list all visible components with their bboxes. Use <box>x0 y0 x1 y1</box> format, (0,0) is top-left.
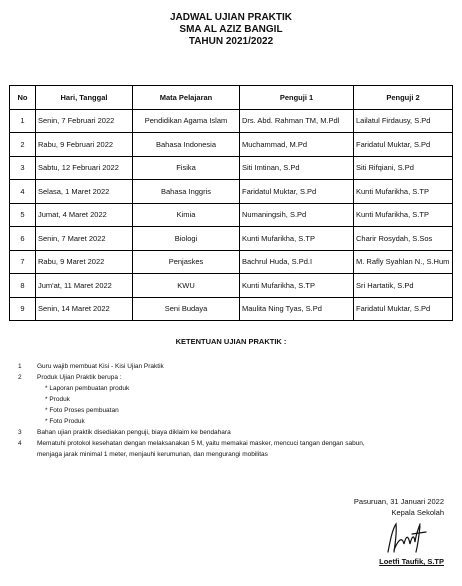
rule-text-line: Produk Ujian Praktik berupa : <box>37 374 122 381</box>
rules-list <box>18 361 448 460</box>
signature-block <box>354 496 444 567</box>
cell-date: Jumat, 4 Maret 2022 <box>36 203 133 227</box>
signer-position: Kepala Sekolah <box>391 508 444 517</box>
cell-examiner-2: Charir Rosydah, S.Sos <box>354 227 453 251</box>
cell-examiner-1: Kunti Mufarikha, S.TP <box>240 227 354 251</box>
rule-item <box>18 372 448 427</box>
rule-item <box>18 438 448 460</box>
rule-text <box>37 438 448 460</box>
cell-subject: KWU <box>133 274 240 298</box>
cell-date: Jum'at, 11 Maret 2022 <box>36 274 133 298</box>
cell-no: 1 <box>10 109 36 133</box>
cell-date: Senin, 7 Maret 2022 <box>36 227 133 251</box>
cell-subject: Biologi <box>133 227 240 251</box>
rules-title: KETENTUAN UJIAN PRAKTIK : <box>175 337 287 346</box>
rule-number: 4 <box>18 440 22 447</box>
cell-examiner-1: Maulita Ning Tyas, S.Pd <box>240 297 354 321</box>
cell-subject: Kimia <box>133 203 240 227</box>
cell-subject: Fisika <box>133 156 240 180</box>
academic-year: TAHUN 2021/2022 <box>188 36 274 47</box>
cell-no: 2 <box>10 133 36 157</box>
school-name: SMA AL AZIZ BANGIL <box>179 24 283 35</box>
signature-image <box>382 520 428 556</box>
cell-subject: Bahasa Indonesia <box>133 133 240 157</box>
cell-date: Selasa, 1 Maret 2022 <box>36 180 133 204</box>
rule-text: Guru wajib membuat Kisi - Kisi Ujian Praktik <box>37 363 164 370</box>
schedule-table <box>9 85 453 321</box>
rule-item <box>18 427 448 438</box>
product-item: * Produk <box>45 396 70 403</box>
rule-number: 3 <box>18 429 22 436</box>
cell-date: Rabu, 9 Februari 2022 <box>36 133 133 157</box>
rule-text: Bahan ujian praktik disediakan penguji, biaya diklaim ke bendahara <box>37 429 231 436</box>
col-header-examiner-1: Penguji 1 <box>240 86 354 110</box>
table-row <box>10 274 453 298</box>
document-header <box>0 12 462 48</box>
table-row <box>10 133 453 157</box>
table-row <box>10 156 453 180</box>
doc-title: JADWAL UJIAN PRAKTIK <box>169 12 293 23</box>
table-header-row <box>10 86 453 110</box>
table-row <box>10 109 453 133</box>
cell-examiner-1: Numaningsih, S.Pd <box>240 203 354 227</box>
place-date: Pasuruan, 31 Januari 2022 <box>353 497 444 506</box>
col-header-no: No <box>10 86 36 110</box>
col-header-examiner-2: Penguji 2 <box>354 86 453 110</box>
table-row <box>10 203 453 227</box>
cell-examiner-1: Drs. Abd. Rahman TM, M.Pdl <box>240 109 354 133</box>
cell-examiner-1: Faridatul Muktar, S.Pd <box>240 180 354 204</box>
rule-text <box>37 372 448 427</box>
rule-number: 2 <box>18 374 22 381</box>
table-row <box>10 250 453 274</box>
cell-date: Senin, 14 Maret 2022 <box>36 297 133 321</box>
cell-no: 4 <box>10 180 36 204</box>
rule-text-continuation: menjaga jarak minimal 1 meter, menjauhi kerumunan, dan mengurangi mobilitas <box>37 451 268 458</box>
table-row <box>10 227 453 251</box>
cell-subject: Seni Budaya <box>133 297 240 321</box>
cell-examiner-2: Siti Rifqiani, S.Pd <box>354 156 453 180</box>
cell-no: 7 <box>10 250 36 274</box>
cell-examiner-2: Faridatul Muktar, S.Pd <box>354 297 453 321</box>
table-row <box>10 297 453 321</box>
cell-date: Sabtu, 12 Februari 2022 <box>36 156 133 180</box>
cell-no: 3 <box>10 156 36 180</box>
cell-subject: Bahasa Inggris <box>133 180 240 204</box>
cell-subject: Penjaskes <box>133 250 240 274</box>
cell-no: 8 <box>10 274 36 298</box>
cell-no: 5 <box>10 203 36 227</box>
cell-examiner-1: Muchammad, M.Pd <box>240 133 354 157</box>
product-item: * Foto Proses pembuatan <box>45 407 119 414</box>
col-header-date: Hari, Tanggal <box>36 86 133 110</box>
cell-examiner-2: Lailatul Firdausy, S.Pd <box>354 109 453 133</box>
product-item: * Foto Produk <box>45 418 85 425</box>
rule-text-line: Mematuhi protokol kesehatan dengan melaksanakan 5 M, yaitu memakai masker, mencuci tangan dengan sabun, <box>37 440 365 447</box>
cell-date: Senin, 7 Februari 2022 <box>36 109 133 133</box>
cell-examiner-2: Faridatul Muktar, S.Pd <box>354 133 453 157</box>
product-item: * Laporan pembuatan produk <box>45 385 130 392</box>
cell-date: Rabu, 9 Maret 2022 <box>36 250 133 274</box>
cell-examiner-2: Sri Hartatik, S.Pd <box>354 274 453 298</box>
cell-examiner-2: Kunti Mufarikha, S.TP <box>354 203 453 227</box>
rule-number: 1 <box>18 363 22 370</box>
cell-no: 9 <box>10 297 36 321</box>
cell-examiner-1: Kunti Mufarikha, S.TP <box>240 274 354 298</box>
cell-examiner-2: Kunti Mufarikha, S.TP <box>354 180 453 204</box>
table-row <box>10 180 453 204</box>
cell-examiner-1: Siti Imtinan, S.Pd <box>240 156 354 180</box>
col-header-subject: Mata Pelajaran <box>133 86 240 110</box>
cell-examiner-2: M. Rafly Syahlan N., S.Hum <box>354 250 453 274</box>
cell-subject: Pendidikan Agama Islam <box>133 109 240 133</box>
cell-no: 6 <box>10 227 36 251</box>
cell-examiner-1: Bachrul Huda, S.Pd.I <box>240 250 354 274</box>
signer-name: Loetfi Taufik, S.TP <box>379 557 444 566</box>
rule-item <box>18 361 448 372</box>
